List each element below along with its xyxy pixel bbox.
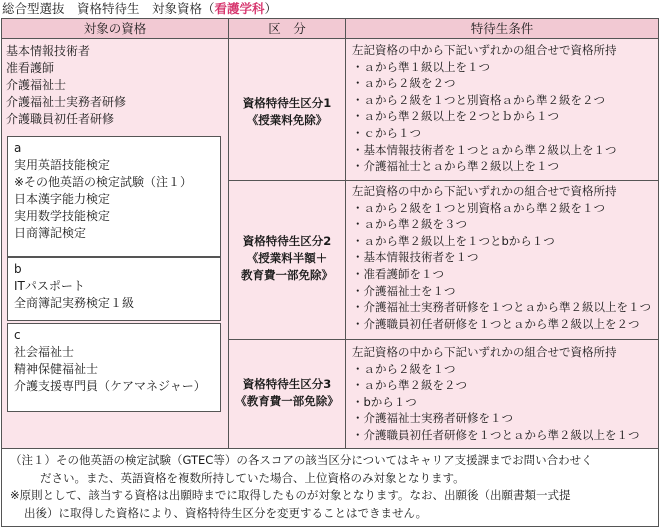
condition-line: ・基本情報技術者を１つとａから準２級以上を１つ (352, 142, 617, 157)
list-item: ※その他英語の検定試験（注１） (14, 175, 193, 189)
header-qualifications: 対象の資格 (2, 19, 229, 39)
group-letter: c (14, 328, 21, 342)
group-a-box (7, 136, 221, 257)
list-item: 社会福祉士 (14, 345, 75, 359)
list-item: 介護福祉士 (6, 78, 67, 92)
list-item: 介護福祉士実務者研修 (6, 95, 127, 109)
page-title (2, 0, 277, 18)
group-letter: b (14, 262, 22, 276)
row-divider (229, 339, 345, 340)
row-divider (346, 339, 658, 340)
group-letter: a (14, 141, 22, 155)
category-1 (229, 95, 345, 129)
list-item: 実用数学技能検定 (14, 209, 111, 223)
category-3-name: 資格特待生区分3 (242, 377, 332, 391)
group-c-box (7, 323, 221, 412)
header-category: 区 分 (229, 19, 346, 39)
title-prefix: 総合型選抜 資格特待生 対象資格（ (2, 1, 215, 16)
condition-line: ・bから１つ (352, 394, 417, 409)
list-item: 日本漢字能力検定 (14, 192, 111, 206)
condition-line: ・ａから準２級を２つ (352, 378, 467, 393)
category-2-benefit-2: 教育費一部免除》 (241, 268, 333, 282)
condition-line: 左記資格の中から下記いずれかの組合せで資格所持 (352, 43, 617, 57)
list-item: 介護職員初任者研修 (6, 112, 115, 126)
conditions-column (346, 39, 658, 448)
group-b-box (7, 257, 221, 321)
condition-line: 左記資格の中から下記いずれかの組合せで資格所持 (352, 184, 617, 198)
category-1-name: 資格特待生区分1 (242, 96, 332, 110)
category-2-name: 資格特待生区分2 (242, 234, 332, 248)
condition-line: ・ａから２級を１つと別資格ａから準２級を１つ (352, 200, 605, 215)
category-1-benefit: 《授業料免除》 (246, 113, 328, 127)
title-highlight: 看護学科 (214, 1, 265, 16)
condition-line: ・ｃから１つ (352, 125, 421, 140)
row-divider (229, 180, 345, 181)
condition-line: ・介護福祉士実務者研修を１つとａから準２級以上を１つ (352, 300, 651, 315)
condition-line: ・介護福祉士を１つ (352, 283, 456, 298)
condition-line: ・介護福祉士とａから準２級以上を１つ (352, 159, 559, 174)
conditions-2 (352, 183, 656, 332)
condition-line: ・ａから２級を１つと別資格ａから準２級を２つ (352, 92, 605, 107)
list-item: 准看護師 (6, 61, 55, 75)
condition-line: ・ａから準２級を３つ (352, 217, 467, 232)
condition-line: ・介護職員初任者研修を１つとａから準２級以上を２つ (352, 316, 640, 331)
row-divider (346, 180, 658, 181)
list-item: 日商簿記検定 (14, 226, 87, 240)
condition-line: ・介護職員初任者研修を１つとａから準２級以上を１つ (352, 427, 640, 442)
category-2-benefit: 《授業料半額＋ (246, 251, 328, 265)
condition-line: ・准看護師を１つ (352, 266, 444, 281)
list-item: 介護支援専門員（ケアマネジャー） (14, 379, 206, 393)
qualifications-column (2, 39, 229, 448)
note-line: （注１）その他英語の検定試験（GTEC等）の各スコアの該当区分についてはキャリア支援課までお問い合わせく (10, 453, 593, 467)
condition-line: ・ａから準２級以上を２つとｂから１つ (352, 109, 559, 124)
category-3-benefit: 《教育費一部免除》 (235, 394, 339, 408)
title-suffix: ） (264, 1, 278, 16)
qualification-table (1, 18, 659, 449)
condition-line: ・ａから準１級以上を１つ (352, 59, 490, 74)
notes-box (1, 449, 659, 527)
category-3 (229, 376, 345, 410)
header-conditions: 特待生条件 (346, 19, 658, 39)
list-item: ITパスポート (14, 279, 85, 293)
conditions-3 (352, 344, 656, 444)
list-item: 実用英語技能検定 (14, 158, 111, 172)
note-line: 出後）に取得した資格により、資格特待生区分を変更することはできません。 (24, 505, 428, 520)
condition-line: ・基本情報技術者を１つ (352, 250, 479, 265)
condition-line: ・ａから２級を１つ (352, 361, 456, 376)
condition-line: 左記資格の中から下記いずれかの組合せで資格所持 (352, 345, 617, 359)
condition-line: ・介護福祉士実務者研修を１つ (352, 411, 513, 426)
note-line: ださい。また、英語資格を複数所持していた場合、上位資格のみ対象となります。 (40, 470, 465, 485)
note-line: ※原則として、該当する資格は出願時までに取得したものが対象となります。なお、出願後（出願書類一式提 (10, 488, 571, 502)
category-column (229, 39, 346, 448)
list-item: 基本情報技術者 (6, 44, 91, 58)
base-qualification-list (6, 43, 126, 128)
condition-line: ・ａから準２級以上を１つとbから１つ (352, 233, 555, 248)
condition-line: ・ａから２級を２つ (352, 76, 456, 91)
list-item: 精神保健福祉士 (14, 362, 99, 376)
category-2 (229, 233, 345, 284)
conditions-1 (352, 42, 656, 175)
list-item: 全商簿記実務検定１級 (14, 296, 135, 310)
